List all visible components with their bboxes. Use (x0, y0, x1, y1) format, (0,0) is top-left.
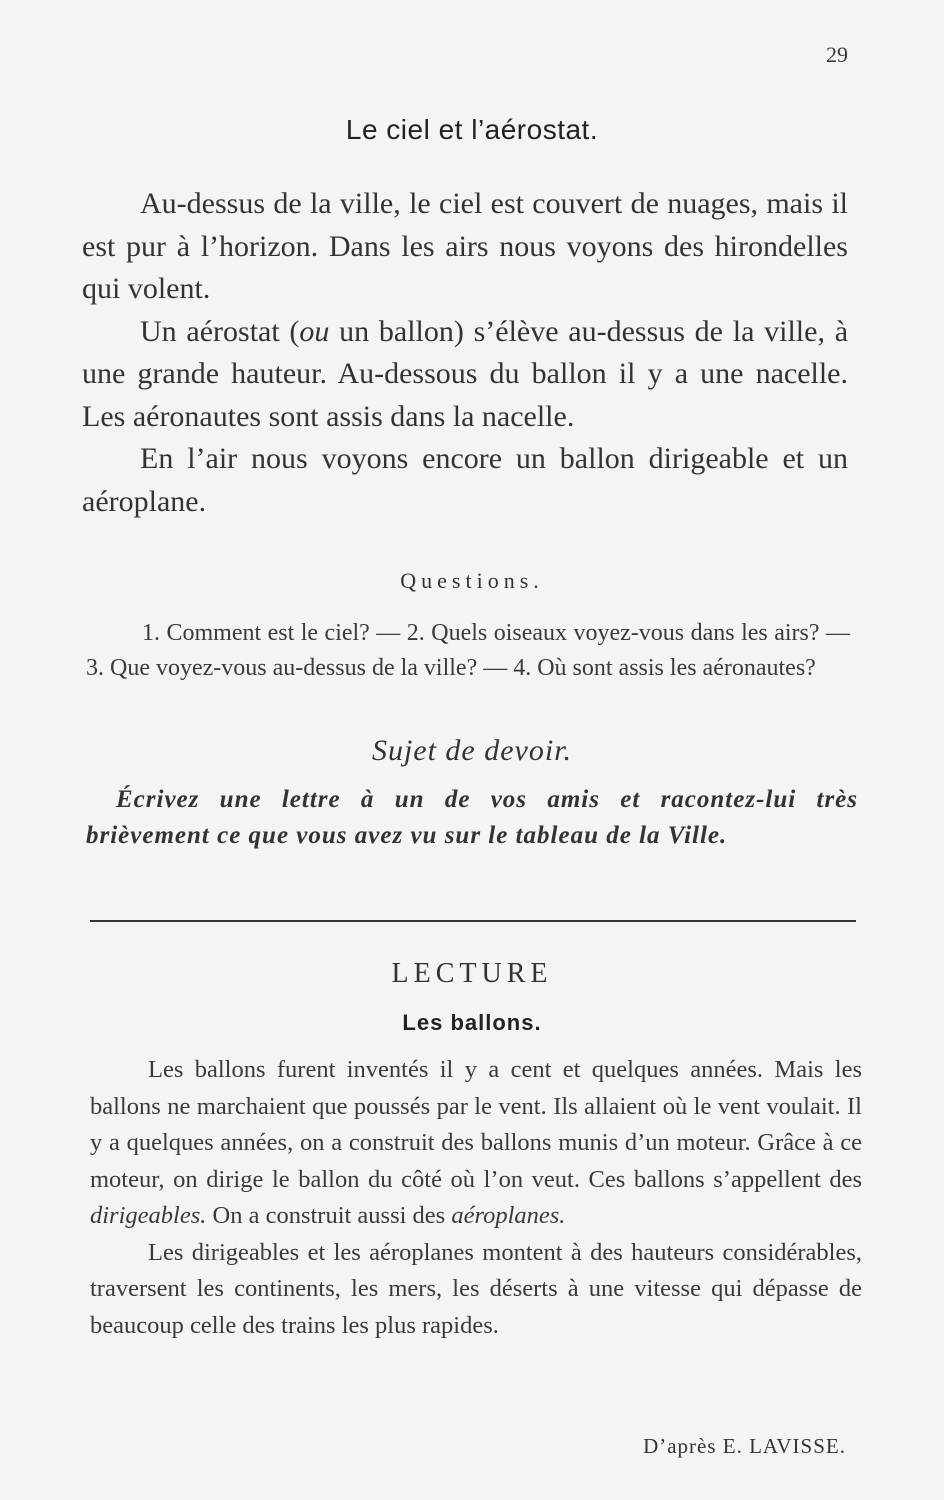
lesson-body (82, 183, 848, 523)
section-divider (90, 920, 856, 922)
lecture-subtitle: Les ballons. (402, 1010, 542, 1035)
lecture-paragraph-1-start: Les ballons furent inventés il y a cent et quelques années. Mais les ballons ne marchaient que poussés par le vent. Ils allaient où le vent voulait. Il y a quelques années, on a construit des ballons munis d’un moteur. Grâce à ce moteur, on dirige le ballon du côté où l’on veut. Ces ballons s’appellent des (90, 1056, 862, 1193)
lecture-italic-aeroplanes: aéroplanes. (451, 1202, 566, 1229)
questions-text: 1. Comment est le ciel? — 2. Quels oiseaux voyez-vous dans les airs? — 3. Que voyez-vous au-dessus de la ville? — 4. Où sont assis les aéronautes? (86, 620, 850, 681)
devoir-title: Sujet de devoir. (371, 734, 573, 767)
lecture-heading: LECTURE (391, 958, 553, 989)
attribution: D’après E. LAVISSE. (643, 1434, 846, 1458)
lecture-paragraph-1-middle: On a construit aussi des (206, 1202, 452, 1229)
lecture-italic-dirigeables: dirigeables. (90, 1202, 207, 1229)
lecture-paragraph-1 (90, 1052, 862, 1235)
paragraph-1: Au-dessus de la ville, le ciel est couvert de nuages, mais il est pur à l’horizon. Dans les airs nous voyons des hirondelles qui volent. (82, 187, 848, 305)
paragraph-2-end: un ballon) s’élève au-dessus de la ville, à une grande hauteur. Au-dessous du ballon il y a une nacelle. Les aéronautes sont assis dans la nacelle. (82, 314, 849, 433)
lesson-title: Le ciel et l’aérostat. (345, 114, 599, 145)
paragraph-2 (82, 311, 848, 439)
paragraph-3: En l’air nous voyons encore un ballon dirigeable et un aéroplane. (82, 442, 848, 518)
questions-heading: Questions. (400, 568, 544, 593)
lecture-body (90, 1052, 862, 1344)
lecture-paragraph-2: Les dirigeables et les aéroplanes montent à des hauteurs considérables, traversent les continents, les mers, les déserts à une vitesse qui dépasse de beaucoup celle des trains les plus rapides. (90, 1238, 862, 1339)
paragraph-2-italic: ou (299, 314, 330, 348)
page-number: 29 (826, 42, 848, 67)
devoir-text: Écrivez une lettre à un de vos amis et racontez-lui très brièvement ce que vous avez vu sur le tableau de la Ville. (86, 786, 858, 849)
paragraph-2-start: Un aérostat ( (140, 314, 300, 348)
